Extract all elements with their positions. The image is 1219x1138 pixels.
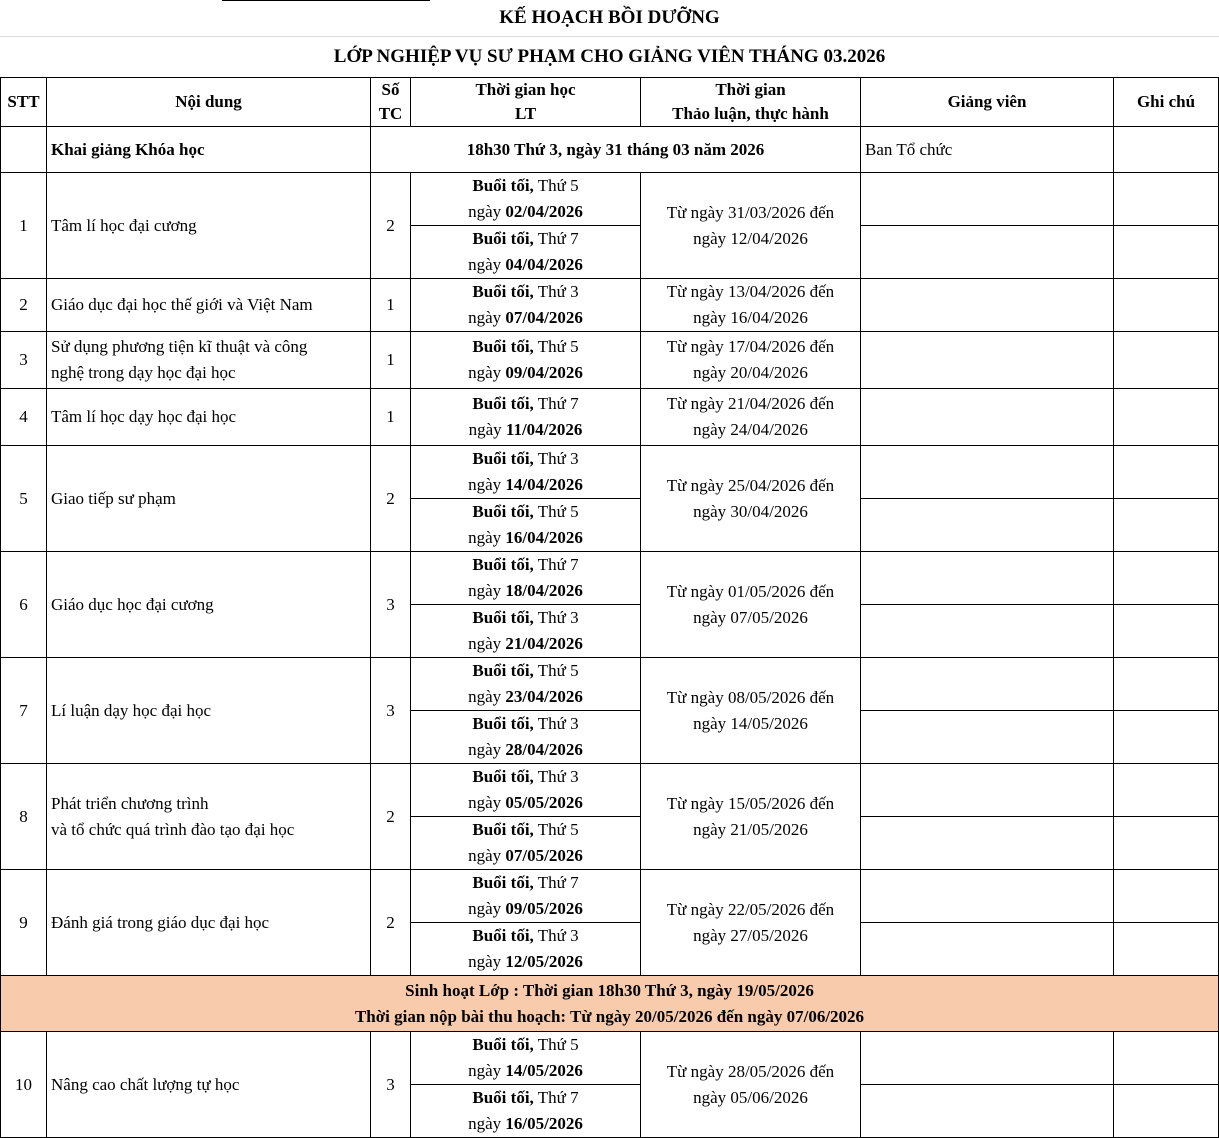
session-day: Thứ 3: [533, 282, 579, 301]
theory-session-line: [411, 817, 640, 843]
lecturer-cell: [861, 923, 1114, 976]
course-name: Đánh giá trong giáo dục đại học: [47, 870, 371, 976]
practice-period: [641, 870, 861, 976]
date-prefix: ngày: [468, 581, 506, 600]
course-credits: 2: [371, 173, 411, 279]
theory-session-cell: [411, 332, 641, 389]
session-label: Buổi tối,: [472, 449, 534, 468]
header-stt: STT: [1, 78, 47, 127]
theory-session-cell: [411, 1085, 641, 1138]
header-theory-time: Thời gian học LT: [411, 78, 641, 127]
practice-period: [641, 764, 861, 870]
practice-to: ngày 24/04/2026: [693, 420, 808, 439]
date-prefix: ngày: [468, 528, 506, 547]
course-name: Giáo dục học đại cương: [47, 552, 371, 658]
opening-label: Khai giảng Khóa học: [47, 127, 371, 173]
session-day: Thứ 5: [533, 502, 579, 521]
course-stt: 2: [1, 279, 47, 332]
course-name: Lí luận dạy học đại học: [47, 658, 371, 764]
date-prefix: ngày: [468, 1061, 506, 1080]
date-prefix: ngày: [468, 793, 506, 812]
course-row: [1, 279, 1219, 332]
opening-notes: [1114, 127, 1219, 173]
practice-from: Từ ngày 21/04/2026 đến: [666, 394, 835, 413]
lecturer-cell: [861, 552, 1114, 605]
session-day: Thứ 3: [533, 926, 579, 945]
course-credits: 2: [371, 764, 411, 870]
title-block: [0, 0, 1219, 77]
header-credits: Số TC: [371, 78, 411, 127]
session-date: 07/05/2026: [505, 846, 583, 865]
practice-from: Từ ngày 08/05/2026 đến: [666, 687, 835, 707]
theory-date-line: [411, 631, 640, 657]
theory-session-cell: [411, 923, 641, 976]
theory-date-line: [411, 790, 640, 816]
session-date: 16/05/2026: [505, 1114, 583, 1133]
theory-session-line: [411, 334, 640, 360]
header-row: [1, 78, 1219, 127]
theory-session-line: [411, 552, 640, 578]
session-day: Thứ 5: [533, 1035, 579, 1054]
theory-date-line: [411, 843, 640, 869]
session-date: 28/04/2026: [505, 740, 583, 759]
session-day: Thứ 3: [533, 714, 579, 733]
session-day: Thứ 7: [533, 1088, 579, 1107]
session-day: Thứ 5: [533, 176, 579, 195]
theory-session-line: [411, 870, 640, 896]
course-credits: 3: [371, 658, 411, 764]
session-date: 05/05/2026: [505, 793, 583, 812]
practice-from: Từ ngày 01/05/2026 đến: [666, 581, 835, 601]
practice-to: ngày 20/04/2026: [693, 363, 808, 382]
notes-cell: [1114, 279, 1219, 332]
opening-stt: [1, 127, 47, 173]
course-name-line: và tổ chức quá trình đào tạo đại học: [51, 819, 295, 839]
theory-session-line: [411, 605, 640, 631]
lecturer-cell: [861, 389, 1114, 446]
practice-to: ngày 16/04/2026: [693, 308, 808, 327]
course-name: Tâm lí học đại cương: [47, 173, 371, 279]
header-lecturer: Giảng viên: [861, 78, 1114, 127]
practice-period: [641, 332, 861, 389]
practice-period: [641, 389, 861, 446]
notes-cell: [1114, 711, 1219, 764]
session-day: Thứ 3: [533, 449, 579, 468]
session-label: Buổi tối,: [472, 337, 534, 356]
course-credits: 1: [371, 389, 411, 446]
session-day: Thứ 3: [533, 767, 579, 786]
practice-period: [641, 552, 861, 658]
theory-session-line: [411, 1032, 640, 1058]
course-stt: 9: [1, 870, 47, 976]
opening-time: 18h30 Thứ 3, ngày 31 tháng 03 năm 2026: [371, 127, 861, 173]
theory-session-cell: [411, 226, 641, 279]
page-title: KẾ HOẠCH BỒI DƯỠNG: [0, 0, 1219, 37]
date-prefix: ngày: [468, 740, 506, 759]
lecturer-cell: [861, 817, 1114, 870]
theory-date-line: [411, 1111, 640, 1137]
course-row: [1, 870, 1219, 923]
course-row: [1, 658, 1219, 711]
notes-cell: [1114, 446, 1219, 499]
course-credits: 2: [371, 446, 411, 552]
session-date: 21/04/2026: [505, 634, 583, 653]
session-date: 14/04/2026: [505, 475, 583, 494]
lecturer-cell: [861, 1032, 1114, 1085]
session-day: Thứ 5: [533, 661, 579, 680]
session-date: 04/04/2026: [505, 255, 583, 274]
theory-date-line: [411, 684, 640, 710]
notes-cell: [1114, 552, 1219, 605]
session-label: Buổi tối,: [472, 820, 534, 839]
course-name: Nâng cao chất lượng tự học: [47, 1032, 371, 1138]
course-name: Giáo dục đại học thế giới và Việt Nam: [47, 279, 371, 332]
practice-from: Từ ngày 15/05/2026 đến: [666, 793, 835, 813]
theory-session-line: [411, 499, 640, 525]
practice-from: Từ ngày 28/05/2026 đến: [666, 1061, 835, 1081]
notes-cell: [1114, 226, 1219, 279]
practice-period: [641, 279, 861, 332]
theory-date-line: [411, 896, 640, 922]
session-label: Buổi tối,: [472, 661, 534, 680]
header-practice-time: Thời gian Thảo luận, thực hành: [641, 78, 861, 127]
lecturer-cell: [861, 711, 1114, 764]
date-prefix: ngày: [468, 899, 506, 918]
header-notes: Ghi chú: [1114, 78, 1219, 127]
opening-row: [1, 127, 1219, 173]
course-name-line: Sử dụng phương tiện kĩ thuật và công: [51, 337, 308, 356]
lecturer-cell: [861, 764, 1114, 817]
practice-from: Từ ngày 17/04/2026 đến: [666, 337, 835, 356]
session-label: Buổi tối,: [472, 926, 534, 945]
practice-to: ngày 12/04/2026: [693, 228, 808, 248]
notes-cell: [1114, 499, 1219, 552]
course-stt: 5: [1, 446, 47, 552]
date-prefix: ngày: [468, 363, 506, 382]
schedule-table: [0, 77, 1219, 1138]
practice-to: ngày 21/05/2026: [693, 819, 808, 839]
theory-session-cell: [411, 173, 641, 226]
course-stt: 4: [1, 389, 47, 446]
theory-date-line: [411, 360, 640, 386]
theory-session-cell: [411, 552, 641, 605]
course-stt: 1: [1, 173, 47, 279]
notes-cell: [1114, 658, 1219, 711]
theory-session-cell: [411, 764, 641, 817]
session-label: Buổi tối,: [472, 282, 534, 301]
theory-session-line: [411, 173, 640, 199]
practice-to: ngày 14/05/2026: [693, 713, 808, 733]
notes-cell: [1114, 764, 1219, 817]
course-row: [1, 173, 1219, 226]
practice-period: [641, 173, 861, 279]
session-label: Buổi tối,: [472, 176, 534, 195]
lecturer-cell: [861, 1085, 1114, 1138]
practice-period: [641, 1032, 861, 1138]
practice-from: Từ ngày 25/04/2026 đến: [666, 475, 835, 495]
theory-session-cell: [411, 499, 641, 552]
date-prefix: ngày: [468, 952, 506, 971]
date-prefix: ngày: [468, 308, 506, 327]
theory-session-cell: [411, 817, 641, 870]
session-day: Thứ 7: [533, 555, 579, 574]
theory-date-line: [411, 252, 640, 278]
date-prefix: ngày: [468, 846, 506, 865]
theory-session-line: [411, 226, 640, 252]
page-subtitle: LỚP NGHIỆP VỤ SƯ PHẠM CHO GIẢNG VIÊN THÁNG 03.2026: [333, 46, 886, 67]
course-name: Tâm lí học dạy học đại học: [47, 389, 371, 446]
theory-date-line: [411, 472, 640, 498]
session-label: Buổi tối,: [472, 1088, 534, 1107]
theory-date-line: [411, 1058, 640, 1084]
notes-cell: [1114, 1085, 1219, 1138]
course-name: Giao tiếp sư phạm: [47, 446, 371, 552]
course-stt: 3: [1, 332, 47, 389]
session-date: 02/04/2026: [505, 202, 583, 221]
theory-session-line: [411, 391, 640, 417]
date-prefix: ngày: [468, 634, 506, 653]
theory-session-cell: [411, 605, 641, 658]
opening-lecturer: Ban Tổ chức: [861, 127, 1114, 173]
notes-cell: [1114, 923, 1219, 976]
session-day: Thứ 7: [533, 394, 579, 413]
session-date: 09/04/2026: [505, 363, 583, 382]
session-label: Buổi tối,: [472, 555, 534, 574]
practice-from: Từ ngày 31/03/2026 đến: [666, 202, 835, 222]
notes-cell: [1114, 870, 1219, 923]
theory-session-cell: [411, 446, 641, 499]
session-label: Buổi tối,: [472, 767, 534, 786]
practice-period: [641, 658, 861, 764]
lecturer-cell: [861, 173, 1114, 226]
class-meeting-row: [1, 976, 1219, 1032]
theory-session-cell: [411, 279, 641, 332]
course-name-line: nghệ trong dạy học đại học: [51, 363, 236, 382]
lecturer-cell: [861, 870, 1114, 923]
date-prefix: ngày: [468, 1114, 506, 1133]
theory-session-line: [411, 711, 640, 737]
course-credits: 1: [371, 332, 411, 389]
course-row: [1, 389, 1219, 446]
lecturer-cell: [861, 499, 1114, 552]
date-prefix: ngày: [468, 202, 506, 221]
session-label: Buổi tối,: [472, 502, 534, 521]
session-day: Thứ 5: [533, 337, 579, 356]
session-date: 14/05/2026: [505, 1061, 583, 1080]
session-day: Thứ 5: [533, 820, 579, 839]
notes-cell: [1114, 332, 1219, 389]
session-date: 23/04/2026: [505, 687, 583, 706]
course-row: [1, 1032, 1219, 1085]
theory-date-line: [411, 305, 640, 331]
theory-session-line: [411, 1085, 640, 1111]
lecturer-cell: [861, 332, 1114, 389]
session-label: Buổi tối,: [472, 873, 534, 892]
course-row: [1, 552, 1219, 605]
date-prefix: ngày: [468, 420, 506, 439]
course-name: [47, 764, 371, 870]
course-name: [47, 332, 371, 389]
course-credits: 3: [371, 1032, 411, 1138]
course-stt: 7: [1, 658, 47, 764]
theory-date-line: [411, 949, 640, 975]
theory-session-line: [411, 446, 640, 472]
practice-from: Từ ngày 22/05/2026 đến: [666, 899, 835, 919]
theory-date-line: [411, 578, 640, 604]
course-stt: 10: [1, 1032, 47, 1138]
theory-session-cell: [411, 658, 641, 711]
theory-session-line: [411, 923, 640, 949]
session-label: Buổi tối,: [472, 394, 534, 413]
course-credits: 1: [371, 279, 411, 332]
session-day: Thứ 7: [533, 229, 579, 248]
practice-to: ngày 07/05/2026: [693, 607, 808, 627]
class-meeting-line: Sinh hoạt Lớp : Thời gian 18h30 Thứ 3, ngày 19/05/2026: [405, 980, 814, 1000]
lecturer-cell: [861, 658, 1114, 711]
course-row: [1, 764, 1219, 817]
course-credits: 2: [371, 870, 411, 976]
practice-period: [641, 446, 861, 552]
session-label: Buổi tối,: [472, 1035, 534, 1054]
lecturer-cell: [861, 226, 1114, 279]
session-date: 07/04/2026: [505, 308, 583, 327]
theory-date-line: [411, 199, 640, 225]
session-date: 12/05/2026: [505, 952, 583, 971]
session-label: Buổi tối,: [472, 608, 534, 627]
theory-date-line: [411, 417, 640, 443]
session-day: Thứ 7: [533, 873, 579, 892]
practice-to: ngày 05/06/2026: [693, 1087, 808, 1107]
session-date: 09/05/2026: [505, 899, 583, 918]
lecturer-cell: [861, 446, 1114, 499]
notes-cell: [1114, 817, 1219, 870]
theory-session-cell: [411, 870, 641, 923]
notes-cell: [1114, 1032, 1219, 1085]
theory-session-cell: [411, 389, 641, 446]
practice-to: ngày 27/05/2026: [693, 925, 808, 945]
practice-to: ngày 30/04/2026: [693, 501, 808, 521]
session-day: Thứ 3: [533, 608, 579, 627]
theory-session-line: [411, 658, 640, 684]
course-row: [1, 446, 1219, 499]
course-name-line: Phát triển chương trình: [51, 793, 209, 813]
header-content: Nội dung: [47, 78, 371, 127]
date-prefix: ngày: [468, 475, 506, 494]
date-prefix: ngày: [468, 255, 506, 274]
session-date: 16/04/2026: [505, 528, 583, 547]
date-prefix: ngày: [468, 687, 506, 706]
theory-date-line: [411, 525, 640, 551]
lecturer-cell: [861, 605, 1114, 658]
lecturer-cell: [861, 279, 1114, 332]
theory-date-line: [411, 737, 640, 763]
notes-cell: [1114, 389, 1219, 446]
course-credits: 3: [371, 552, 411, 658]
notes-cell: [1114, 605, 1219, 658]
practice-from: Từ ngày 13/04/2026 đến: [666, 282, 835, 301]
course-stt: 8: [1, 764, 47, 870]
session-date: 18/04/2026: [505, 581, 583, 600]
theory-session-cell: [411, 711, 641, 764]
session-label: Buổi tối,: [472, 229, 534, 248]
session-date: 11/04/2026: [505, 420, 583, 439]
course-stt: 6: [1, 552, 47, 658]
notes-cell: [1114, 173, 1219, 226]
course-row: [1, 332, 1219, 389]
report-deadline-line: Thời gian nộp bài thu hoạch: Từ ngày 20/05/2026 đến ngày 07/06/2026: [354, 1006, 865, 1026]
theory-session-line: [411, 279, 640, 305]
theory-session-cell: [411, 1032, 641, 1085]
class-meeting-cell: [1, 976, 1219, 1032]
session-label: Buổi tối,: [472, 714, 534, 733]
theory-session-line: [411, 764, 640, 790]
